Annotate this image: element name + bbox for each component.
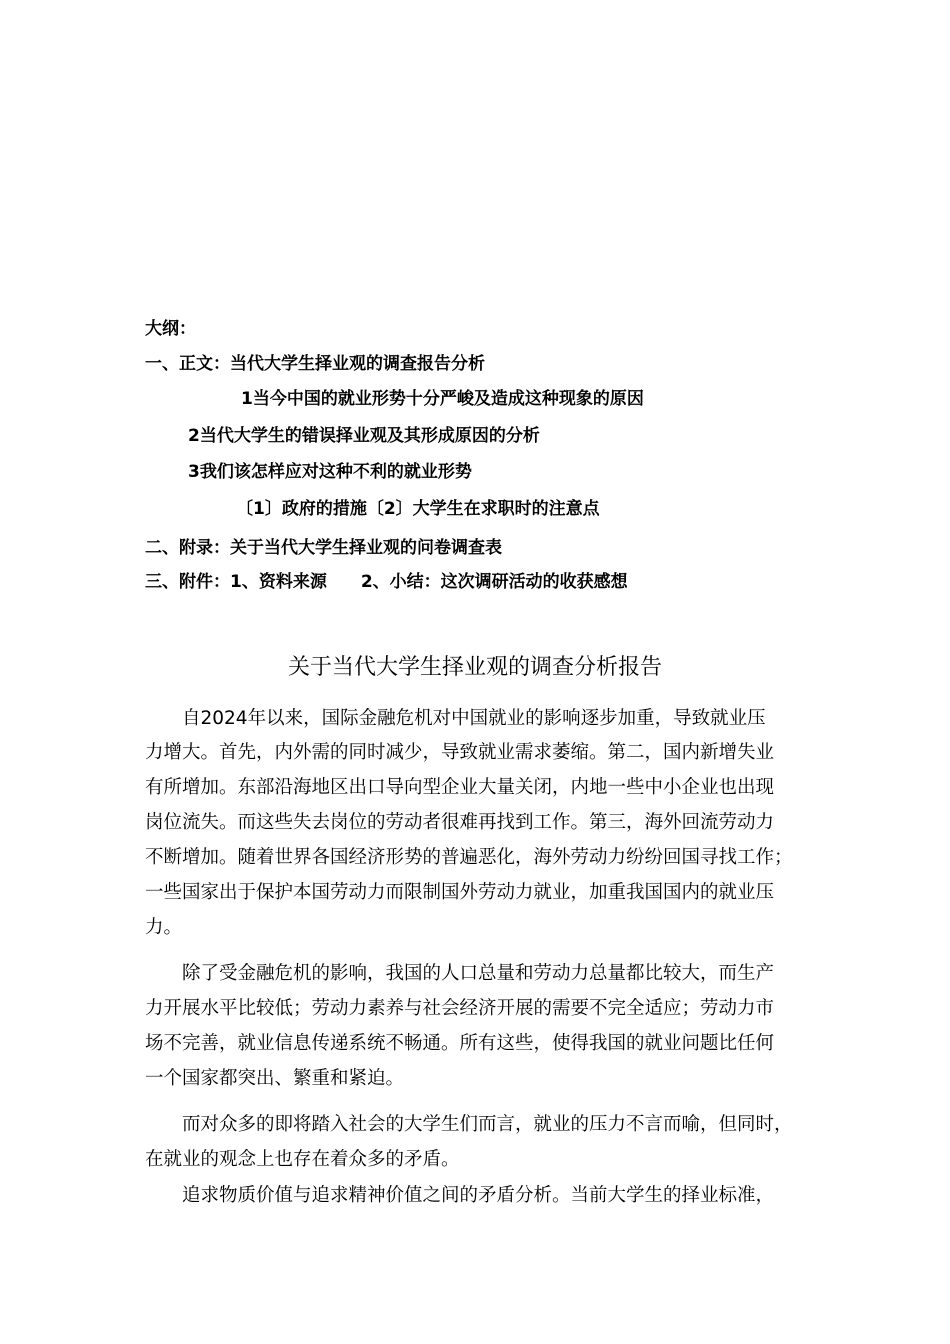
outline-heading: 大纲：	[145, 319, 196, 339]
body-text-line: 力开展水平比较低；劳动力素养与社会经济开展的需要不完全适应；劳动力市	[145, 998, 775, 1019]
outline-item-main-text: 一、正文：当代大学生择业观的调查报告分析	[145, 354, 485, 374]
outline-subitem-3: 3我们该怎样应对这种不利的就业形势	[188, 462, 472, 482]
outline-subitem-measures: 〔1〕政府的措施〔2〕大学生在求职时的注意点	[236, 499, 600, 519]
body-text-line: 一些国家出于保护本国劳动力而限制国外劳动力就业，加重我国国内的就业压	[145, 882, 775, 903]
outline-subitem-2: 2当代大学生的错误择业观及其形成原因的分析	[188, 426, 540, 446]
body-text-line: 不断增加。随着世界各国经济形势的普遍恶化，海外劳动力纷纷回国寻找工作；	[145, 847, 793, 868]
outline-item-appendix: 二、附录：关于当代大学生择业观的问卷调查表	[145, 538, 502, 558]
body-text-line: 力。	[145, 917, 183, 938]
body-text-line: 除了受金融危机的影响，我国的人口总量和劳动力总量都比较大，而生产	[145, 963, 775, 984]
body-text-line: 追求物质价值与追求精神价值之间的矛盾分析。当前大学生的择业标准，	[145, 1185, 775, 1206]
report-title: 关于当代大学生择业观的调查分析报告	[287, 655, 662, 680]
body-text-line: 自2024年以来，国际金融危机对中国就业的影响逐步加重，导致就业压	[145, 708, 766, 729]
body-text-line: 岗位流失。而这些失去岗位的劳动者很难再找到工作。第三，海外回流劳动力	[145, 812, 775, 833]
body-text-line: 在就业的观念上也存在着众多的矛盾。	[145, 1149, 460, 1170]
body-text-line: 一个国家都突出、繁重和紧迫。	[145, 1068, 405, 1089]
outline-item-attachment: 三、附件：1、资料来源 2、小结：这次调研活动的收获感想	[145, 572, 628, 592]
body-text-line: 场不完善，就业信息传递系统不畅通。所有这些，使得我国的就业问题比任何	[145, 1033, 775, 1054]
outline-subitem-1: 1当今中国的就业形势十分严峻及造成这种现象的原因	[241, 389, 644, 409]
body-text-line: 有所增加。东部沿海地区出口导向型企业大量关闭，内地一些中小企业也出现	[145, 777, 775, 798]
body-text-line: 力增大。首先，内外需的同时减少，导致就业需求萎缩。第二，国内新增失业	[145, 742, 775, 763]
body-text-line: 而对众多的即将踏入社会的大学生们而言，就业的压力不言而喻，但同时，	[145, 1114, 793, 1135]
